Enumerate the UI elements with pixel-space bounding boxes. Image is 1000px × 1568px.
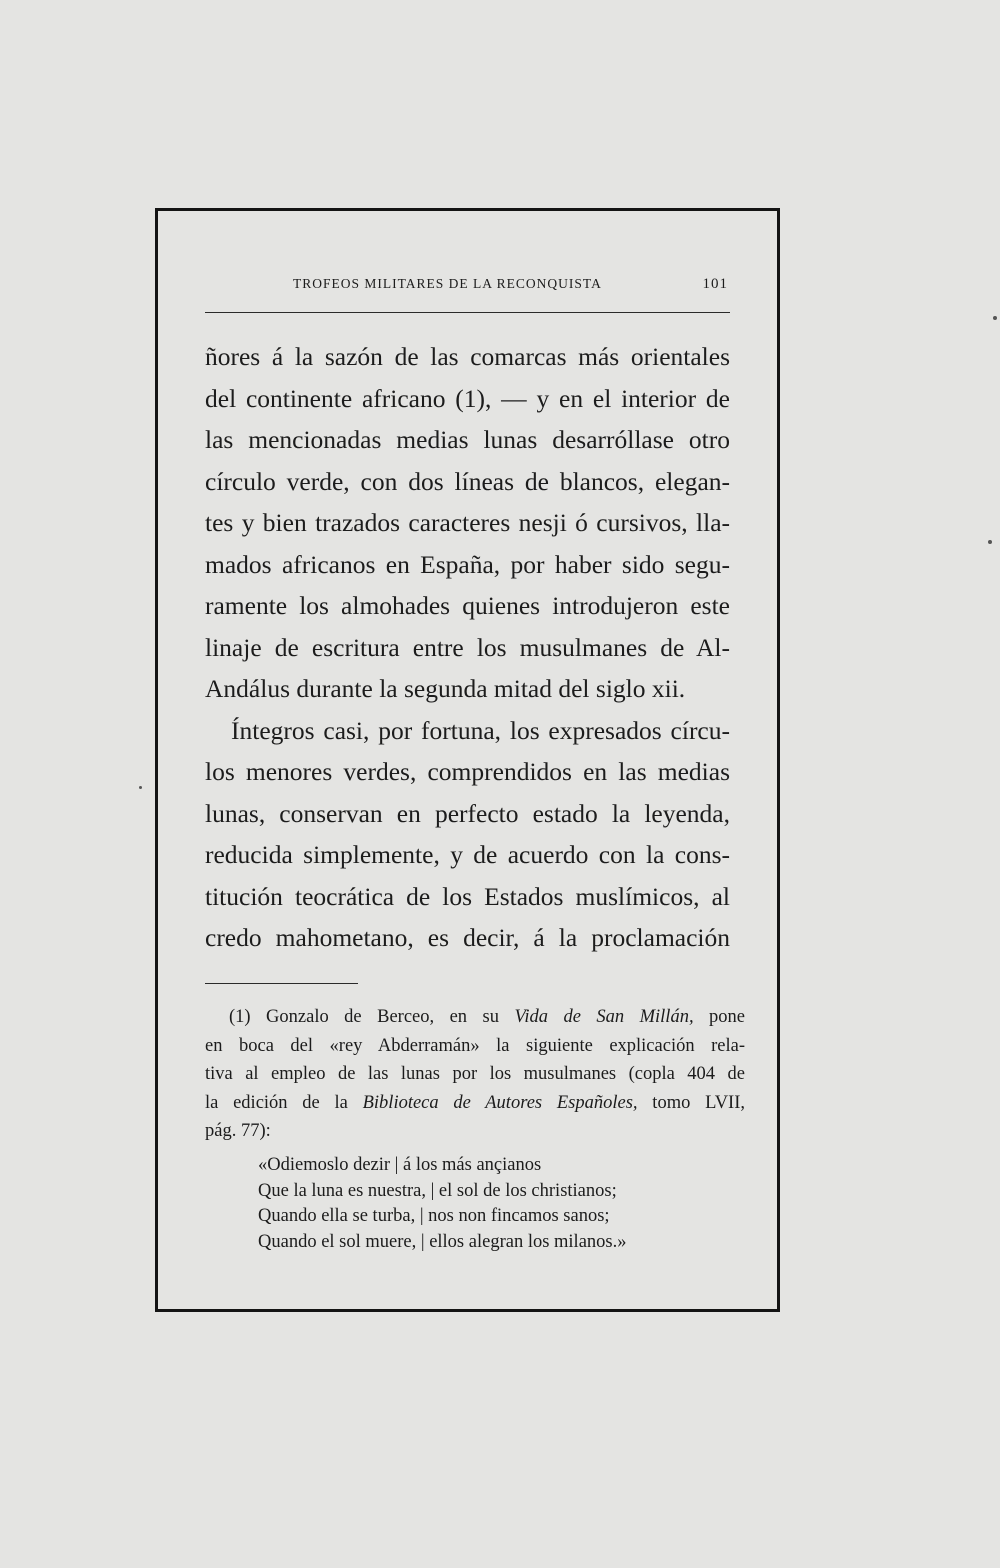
footnote-line [205, 1003, 745, 1032]
footnote-rule [205, 983, 358, 984]
body-line: ñores á la sazón de las comarcas más orientales [205, 342, 730, 371]
paper-speck [988, 540, 992, 544]
body-line: las mencionadas medias lunas desarróllase otro [205, 425, 730, 454]
body-line: ramente los almohades quienes introdujeron este [205, 591, 730, 620]
body-line: Íntegros casi, por fortuna, los expresados círcu- [231, 715, 730, 745]
work-title: Vida de San Millán, [514, 1007, 694, 1027]
body-line: lunas, conservan en perfecto estado la leyenda, [205, 798, 730, 828]
footnote-marker: (1) [229, 1007, 251, 1027]
body-line: credo mahometano, es decir, á la proclamación [205, 923, 730, 952]
body-line: círculo verde, con dos líneas de blancos, elegan- [205, 466, 730, 496]
footnote [205, 1003, 745, 1146]
footnote-text: pone [693, 1007, 746, 1027]
body-line: Andálus durante la segunda mitad del siglo xii. [205, 674, 686, 703]
body-line: mados africanos en España, por haber sido segu- [205, 549, 730, 579]
page-number: 101 [702, 276, 728, 292]
verse-quotation [258, 1153, 718, 1255]
verse-line: Quando el sol muere, | ellos alegran los milanos.» [258, 1231, 627, 1252]
footnote-text: la edición de la [205, 1092, 363, 1113]
running-title: TROFEOS MILITARES DE LA RECONQUISTA [293, 276, 602, 291]
body-line: del continente africano (1), — y en el interior de [205, 383, 730, 413]
footnote-line: tiva al empleo de las lunas por los musulmanes (copla 404 de [205, 1064, 745, 1084]
footnote-line [205, 1089, 745, 1118]
body-line: reducida simplemente, y de acuerdo con la cons- [205, 840, 730, 869]
footnote-text: Gonzalo de Berceo, en su [250, 1007, 515, 1027]
paper-speck [993, 316, 997, 320]
body-line: linaje de escritura entre los musulmanes de Al- [205, 632, 730, 662]
body-line: titución teocrática de los Estados muslímicos, al [205, 881, 730, 911]
body-line: los menores verdes, comprendidos en las medias [205, 757, 730, 786]
footnote-line: pág. 77): [205, 1121, 271, 1141]
work-title: Biblioteca de Autores Españoles, [362, 1092, 638, 1113]
header-rule [205, 312, 730, 313]
footnote-text: tomo LVII, [637, 1092, 745, 1113]
body-text [205, 336, 730, 959]
body-line: tes y bien trazados caracteres nesji ó cursivos, lla- [205, 508, 730, 537]
verse-line: «Odiemoslo dezir | á los más ançianos [258, 1155, 542, 1175]
running-head [205, 276, 730, 300]
verse-line: Quando ella se turba, | nos non fincamos sanos; [258, 1206, 610, 1226]
verse-line: Que la luna es nuestra, | el sol de los christianos; [258, 1180, 617, 1201]
paper-speck [139, 786, 142, 789]
footnote-line: en boca del «rey Abderramán» la siguiente explicación rela- [205, 1035, 745, 1056]
